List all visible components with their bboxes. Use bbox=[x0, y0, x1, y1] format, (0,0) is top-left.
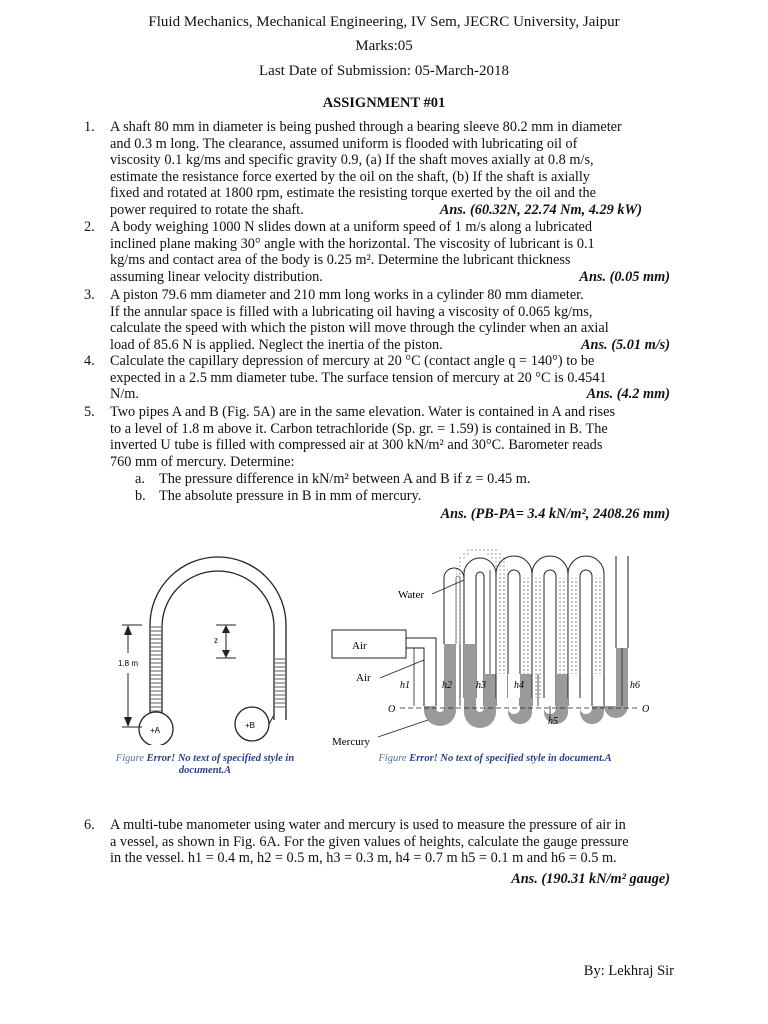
subitem-b bbox=[135, 488, 421, 505]
answer-label: Ans. bbox=[511, 871, 538, 887]
question-number: 6. bbox=[84, 817, 95, 833]
question-1 bbox=[84, 119, 670, 219]
question-3 bbox=[84, 287, 670, 353]
h1-label: h1 bbox=[400, 680, 410, 691]
subitem-label: a. bbox=[135, 471, 145, 487]
question-line: N/m. bbox=[110, 386, 139, 403]
answer-value: (190.31 kN/m² gauge) bbox=[541, 871, 670, 887]
question-6-answer bbox=[110, 871, 670, 888]
datum-label-right: O bbox=[642, 704, 650, 715]
question-number: 3. bbox=[84, 287, 95, 303]
submission-date: Last Date of Submission: 05-March-2018 bbox=[259, 63, 509, 79]
answer-label: Ans. bbox=[579, 268, 607, 285]
height-label: 1.8 m bbox=[118, 659, 139, 668]
question-line: Calculate the capillary depression of mercury at 20 °C (contact angle q = 140°) to be bbox=[110, 353, 595, 369]
answer-value: (4.2 mm) bbox=[616, 386, 670, 403]
caption-text: Error! No text of specified style in document. bbox=[146, 753, 295, 776]
question-line: Two pipes A and B (Fig. 5A) are in the same elevation. Water is contained in A and rises bbox=[110, 404, 616, 420]
h3-label: h3 bbox=[476, 680, 486, 691]
subitem-label: b. bbox=[135, 488, 146, 504]
question-line: 760 mm of mercury. Determine: bbox=[110, 453, 295, 470]
answer-label: Ans. bbox=[586, 386, 614, 403]
subitem-text: The pressure difference in kN/m² between A and B if z = 0.45 m. bbox=[159, 471, 531, 487]
question-line: kg/ms and contact area of the body is 0.25 m². Determine the lubricant thickness bbox=[110, 252, 571, 269]
mercury-label: Mercury bbox=[332, 736, 370, 748]
question-5 bbox=[84, 404, 670, 470]
h6-label: h6 bbox=[630, 680, 640, 691]
pipe-a-label: +A bbox=[150, 726, 161, 735]
h5-label: h5 bbox=[548, 716, 558, 727]
author-signature: By: Lekhraj Sir bbox=[583, 963, 674, 979]
question-line: in the vessel. h1 = 0.4 m, h2 = 0.5 m, h3 = 0.3 m, h4 = 0.7 m h5 = 0.1 m and h6 = 0.5 m. bbox=[110, 850, 617, 867]
figure-5a-diagram bbox=[112, 555, 312, 745]
question-line: calculate the speed with which the piston will move through the cylinder when an axial bbox=[110, 320, 609, 337]
question-number: 2. bbox=[84, 219, 95, 235]
question-line: a vessel, as shown in Fig. 6A. For the given values of heights, calculate the gauge pressure bbox=[110, 833, 629, 850]
question-2 bbox=[84, 219, 670, 285]
answer-label: Ans. bbox=[439, 201, 467, 218]
question-line: expected in a 2.5 mm diameter tube. The surface tension of mercury at 20 °C is 0.4541 bbox=[110, 369, 607, 386]
question-4 bbox=[84, 353, 670, 403]
pipe-b-label: +B bbox=[245, 721, 256, 730]
figure-5a-caption bbox=[100, 753, 310, 777]
z-label: z bbox=[214, 636, 218, 645]
question-line: A multi-tube manometer using water and mercury is used to measure the pressure of air in bbox=[110, 817, 626, 833]
question-line: viscosity 0.1 kg/ms and specific gravity 0.9, (a) If the shaft moves axially at 0.8 m/s, bbox=[110, 152, 594, 169]
water-label: Water bbox=[398, 589, 424, 601]
question-line: assuming linear velocity distribution. bbox=[110, 268, 323, 285]
air-box-label: Air bbox=[352, 640, 367, 652]
question-line: to a level of 1.8 m above it. Carbon tetrachloride (Sp. gr. = 1.59) is contained in B. The bbox=[110, 420, 608, 437]
subitem-text: The absolute pressure in B in mm of mercury. bbox=[159, 488, 422, 504]
question-line: estimate the resistance force exerted by the oil on the shaft, (b) If the shaft is axially bbox=[110, 168, 590, 185]
question-number: 4. bbox=[84, 353, 95, 369]
answer-value: (60.32N, 22.74 Nm, 4.29 kW) bbox=[470, 201, 642, 218]
answer-label: Ans. bbox=[440, 506, 468, 522]
question-line: inverted U tube is filled with compressed air at 300 kN/m² and 30°C. Barometer reads bbox=[110, 437, 603, 454]
question-line: inclined plane making 30° angle with the horizontal. The viscosity of lubricant is 0.1 bbox=[110, 235, 595, 252]
question-line: A shaft 80 mm in diameter is being pushed through a bearing sleeve 80.2 mm in diameter bbox=[110, 119, 622, 135]
datum-label-left: O bbox=[388, 704, 396, 715]
figure-6a-caption bbox=[360, 753, 630, 765]
caption-suffix: A bbox=[604, 753, 612, 764]
caption-word: Figure bbox=[115, 753, 144, 764]
answer-value: (0.05 mm) bbox=[609, 268, 670, 285]
answer-label: Ans. bbox=[581, 336, 608, 353]
caption-word: Figure bbox=[378, 753, 407, 764]
answer-value: (5.01 m/s) bbox=[611, 336, 670, 353]
question-line: If the annular space is filled with a lubricating oil having a viscosity of 0.065 kg/ms, bbox=[110, 303, 593, 320]
course-header: Fluid Mechanics, Mechanical Engineering, IV Sem, JECRC University, Jaipur bbox=[148, 14, 620, 30]
question-line: and 0.3 m long. The clearance, assumed uniform is flooded with lubricating oil of bbox=[110, 135, 578, 152]
h4-label: h4 bbox=[514, 680, 524, 691]
question-line: power required to rotate the shaft. bbox=[110, 201, 304, 218]
h2-label: h2 bbox=[442, 680, 452, 691]
question-line: load of 85.6 N is applied. Neglect the inertia of the piston. bbox=[110, 336, 443, 353]
caption-suffix: A bbox=[224, 765, 232, 776]
question-number: 5. bbox=[84, 404, 95, 420]
question-5-answer bbox=[110, 506, 670, 523]
question-6 bbox=[84, 817, 670, 867]
air-label: Air bbox=[356, 672, 371, 684]
subitem-a bbox=[135, 471, 530, 488]
caption-text: Error! No text of specified style in document. bbox=[409, 753, 605, 764]
assignment-title: ASSIGNMENT #01 bbox=[322, 95, 446, 111]
question-line: A piston 79.6 mm diameter and 210 mm long works in a cylinder 80 mm diameter. bbox=[110, 287, 584, 303]
question-line: A body weighing 1000 N slides down at a uniform speed of 1 m/s along a lubricated bbox=[110, 219, 593, 235]
question-number: 1. bbox=[84, 119, 95, 135]
marks-line: Marks:05 bbox=[355, 38, 413, 54]
question-line: fixed and rotated at 1800 rpm, estimate the resisting torque exerted by the oil and the bbox=[110, 185, 596, 202]
answer-value: (PB-PA= 3.4 kN/m², 2408.26 mm) bbox=[470, 506, 670, 522]
figure-6a-diagram bbox=[326, 548, 686, 748]
